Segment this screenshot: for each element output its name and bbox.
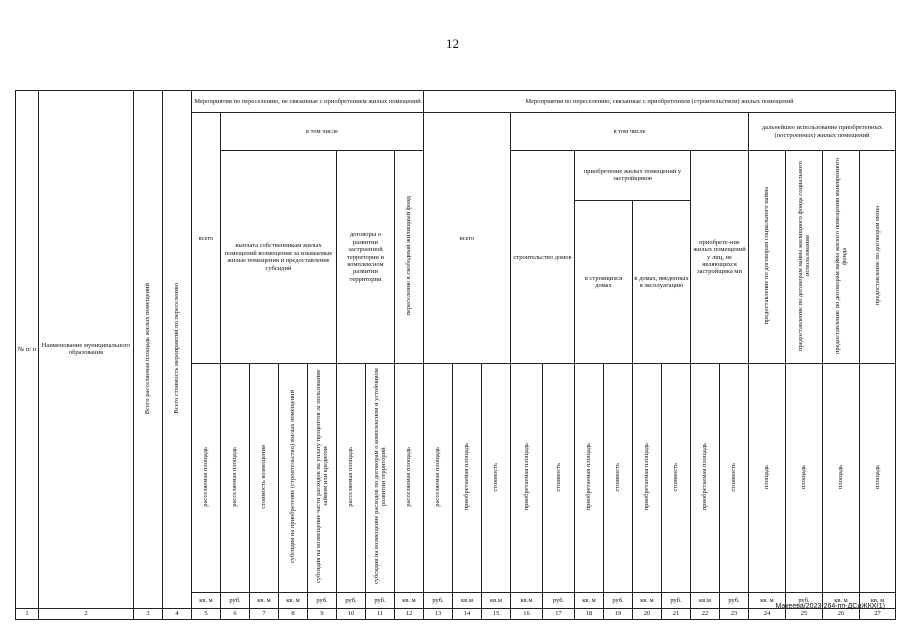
column-number: 25 (786, 608, 823, 619)
col-municipality-header: Наименование муниципального образования (39, 91, 134, 609)
column-number: 17 (543, 608, 575, 619)
subheader-cell: площадь (860, 364, 896, 592)
column-number: 11 (366, 608, 395, 619)
subheader-cell: расселяемая площадь (337, 364, 366, 592)
unit-cell: руб. (786, 592, 823, 608)
b-in-that-header: в том числе (511, 113, 749, 151)
column-number: 15 (482, 608, 511, 619)
unit-cell: кв.м (691, 592, 720, 608)
subheader-cell: стоимость (604, 364, 633, 592)
b-acquisition-dev-header: приобретение жилых помещений у застройщиков (575, 151, 691, 201)
unit-cell: кв. м (823, 592, 860, 608)
subheader-cell: стоимость (720, 364, 749, 592)
a-contracts-header: договоры о развитии застроенной территории и комплексном развитии территории (337, 151, 395, 364)
column-number: 12 (395, 608, 424, 619)
subheader-cell: субсидия на возмещение расходов по договорам о комплексном и устойчивом развитии территорий (366, 364, 395, 592)
c-exchange-header: предоставление по договорам мены (860, 151, 896, 364)
unit-cell: руб. (543, 592, 575, 608)
column-number: 14 (453, 608, 482, 619)
column-number: 1 (16, 608, 39, 619)
unit-cell: руб. (604, 592, 633, 608)
b-non-developer-header: приобрете-ние жилых помещений у лиц, не являющихся застройщика ми (691, 151, 749, 364)
column-number: 2 (39, 608, 134, 619)
b-under-construction-header: в строящихся домах (575, 200, 633, 364)
b-total-header: всего (424, 113, 511, 364)
unit-cell: кв. м (749, 592, 786, 608)
unit-cell: кв. м (279, 592, 308, 608)
subheader-cell: площадь (749, 364, 786, 592)
column-number: 6 (221, 608, 250, 619)
resettlement-table (15, 90, 896, 620)
subheader-cell: приобретаемая площадь (691, 364, 720, 592)
column-number: 19 (604, 608, 633, 619)
unit-cell: кв. м (633, 592, 662, 608)
subheader-cell: стоимость возмещения (250, 364, 279, 592)
subheader-cell: приобретаемая площадь (511, 364, 543, 592)
unit-cell: руб. (337, 592, 366, 608)
unit-cell: кв. м (192, 592, 221, 608)
a-free-fund-header: переселение в свободный жилищный фонд (395, 151, 424, 364)
subheader-cell: площадь (786, 364, 823, 592)
column-number: 24 (749, 608, 786, 619)
subheader-cell: стоимость (662, 364, 691, 592)
unit-cell: руб. (308, 592, 337, 608)
unit-cell: руб. (221, 592, 250, 608)
subheader-cell: расселяемая площадь (424, 364, 453, 592)
unit-cell: кв. м (860, 592, 896, 608)
column-number: 8 (279, 608, 308, 619)
b-construction-header: строительство домов (511, 151, 575, 364)
column-number: 18 (575, 608, 604, 619)
subheader-cell: приобретаемая площадь (453, 364, 482, 592)
col-number-header: № п/ п (16, 91, 39, 609)
unit-cell: руб. (720, 592, 749, 608)
unit-cell: кв.м (453, 592, 482, 608)
unit-cell: руб. (424, 592, 453, 608)
column-number: 5 (192, 608, 221, 619)
column-number: 3 (134, 608, 163, 619)
c-social-header: предоставление по договорам социального найма (749, 151, 786, 364)
column-number: 13 (424, 608, 453, 619)
subheader-cell: площадь (823, 364, 860, 592)
column-number: 20 (633, 608, 662, 619)
subheader-cell: расселяемая площадь (395, 364, 424, 592)
subheader-cell: субсидия на приобретение (строительство) жилых помещений (279, 364, 308, 592)
unit-cell: кв. м (250, 592, 279, 608)
group-c-header: дальнейшее использование приобретенных (построенных) жилых помещений (749, 113, 896, 151)
unit-cell: руб. (366, 592, 395, 608)
unit-cell: кв.м (482, 592, 511, 608)
column-number: 16 (511, 608, 543, 619)
a-payout-header: выплата собственникам жилых помещений возмещения за изымаемые жилые помещения и предоставление субсидий (221, 151, 337, 364)
c-maneuver-header: предоставление по договорам найма жилого помещения маневренного фонда (823, 151, 860, 364)
subheader-cell: расселяемая площадь (221, 364, 250, 592)
subheader-cell: субсидия на возмещение части расходов на уплату процентов за пользование займом или кредитом (308, 364, 337, 592)
unit-cell: кв. м (395, 592, 424, 608)
a-in-that-header: в том числе (221, 113, 424, 151)
c-special-header: предоставление по договорам найма жилищного фонда социального использования (786, 151, 823, 364)
column-number: 21 (662, 608, 691, 619)
unit-cell: руб. (662, 592, 691, 608)
subheader-cell: расселяемая площадь (192, 364, 221, 592)
unit-cell: кв.м (511, 592, 543, 608)
subheader-cell: стоимость (543, 364, 575, 592)
document-code: Макеева/2023-264-пп-ДСиЖКХ(1) (775, 603, 885, 610)
group-b-header: Мероприятия по переселению, связанные с приобретением (строительством) жилых помещений (424, 91, 896, 113)
column-number: 4 (163, 608, 192, 619)
a-total-header: всего (192, 113, 221, 364)
group-a-header: Мероприятия по переселению, не связанные с приобретением жилых помещений (192, 91, 424, 113)
subheader-cell: стоимость (482, 364, 511, 592)
unit-cell: кв. м (575, 592, 604, 608)
column-number: 23 (720, 608, 749, 619)
column-number: 26 (823, 608, 860, 619)
subheader-cell: приобретаемая площадь (575, 364, 604, 592)
column-number: 22 (691, 608, 720, 619)
column-number: 27 (860, 608, 896, 619)
col-total-area-header: Всего расселяемая площадь жилых помещений (134, 91, 163, 609)
b-operating-header: в домах, введенных в эксплуатацию (633, 200, 691, 364)
col-total-cost-header: Всего стоимость мероприятий по переселению (163, 91, 192, 609)
column-number: 10 (337, 608, 366, 619)
page-number: 12 (446, 36, 459, 51)
column-number: 7 (250, 608, 279, 619)
column-number: 9 (308, 608, 337, 619)
subheader-cell: приобретаемая площадь (633, 364, 662, 592)
